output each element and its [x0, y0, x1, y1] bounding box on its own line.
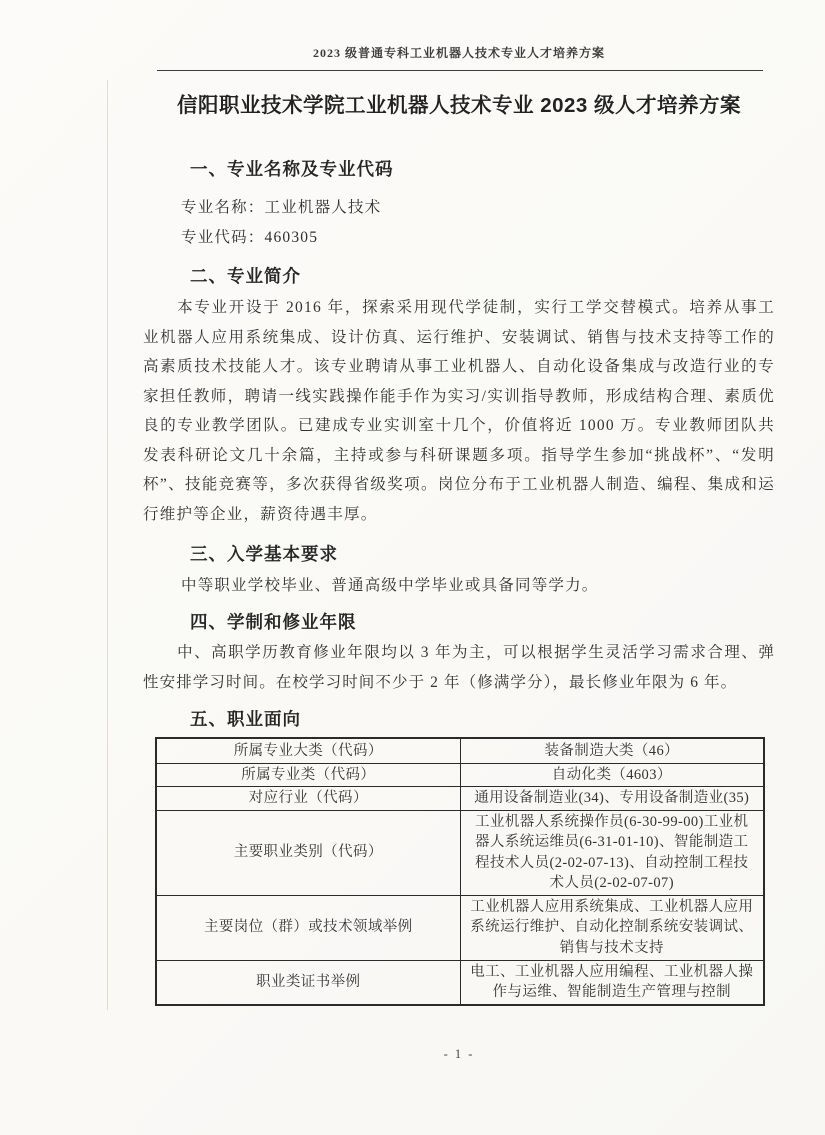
table-row [156, 763, 764, 787]
header-rule [157, 70, 763, 71]
table-row [156, 738, 764, 763]
running-header: 2023 级普通专科工业机器人技术专业人才培养方案 [312, 46, 605, 60]
table-value-cell: 工业机器人应用系统集成、工业机器人应用系统运行维护、自动化控制系统安装调试、销售与技术支持 [460, 895, 764, 960]
section-4-heading: 四、学制和修业年限 [190, 612, 357, 632]
table-value-cell: 电工、工业机器人应用编程、工业机器人操作与运维、智能制造生产管理与控制 [460, 960, 764, 1005]
table-row [156, 895, 764, 960]
table-row [156, 787, 764, 811]
major-name-line: 专业名称：工业机器人技术 [181, 199, 382, 216]
table-label-cell: 对应行业（代码） [156, 787, 460, 811]
page-title: 信阳职业技术学院工业机器人技术专业 2023 级人才培养方案 [177, 94, 741, 117]
career-orientation-table [155, 737, 765, 1006]
table-value-cell: 通用设备制造业(34)、专用设备制造业(35) [460, 787, 764, 811]
table-value-cell: 工业机器人系统操作员(6-30-99-00)工业机器人系统运维员(6-31-01-10)、智能制造工程技术人员(2-02-07-13)、自动控制工程技术人员(2-02-07-07) [460, 810, 764, 895]
major-intro-paragraph: 本专业开设于 2016 年，探索采用现代学徒制，实行工学交替模式。培养从事工业机器人应用系统集成、设计仿真、运行维护、安装调试、销售与技术支持等工作的高素质技术技能人才。该专业聘请从事工业机器人、自动化设备集成与改造行业的专家担任教师，聘请一线实践操作能手作为实习/实训指导教师，形成结构合理、素质优良的专业教学团队。已建成专业实训室十几个，价值将近 1000 万。专业教师团队共发表科研论文几十余篇，主持或参与科研课题多项。指导学生参加“挑战杯”、“发明杯”、技能竞赛等，多次获得省级奖项。岗位分布于工业机器人制造、编程、集成和运行维护等企业，薪资待遇丰厚。 [143, 299, 775, 523]
table-label-cell: 所属专业类（代码） [156, 763, 460, 787]
section-2-heading: 二、专业简介 [190, 266, 301, 286]
section-1-heading: 一、专业名称及专业代码 [190, 159, 394, 179]
table-value-cell: 自动化类（4603） [460, 763, 764, 787]
page-number: - 1 - [443, 1047, 475, 1061]
table-label-cell: 职业类证书举例 [156, 960, 460, 1005]
table-value-cell: 装备制造大类（46） [460, 738, 764, 763]
table-label-cell: 主要职业类别（代码） [156, 810, 460, 895]
major-code-line: 专业代码：460305 [181, 229, 319, 246]
table-label-cell: 所属专业大类（代码） [156, 738, 460, 763]
table-row [156, 810, 764, 895]
table-label-cell: 主要岗位（群）或技术领域举例 [156, 895, 460, 960]
entry-requirement-line: 中等职业学校毕业、普通高级中学毕业或具备同等学力。 [181, 577, 599, 594]
table-row [156, 960, 764, 1005]
study-duration-paragraph: 中、高职学历教育修业年限均以 3 年为主，可以根据学生灵活学习需求合理、弹性安排学习时间。在校学习时间不少于 2 年（修满学分），最长修业年限为 6 年。 [143, 644, 775, 691]
section-3-heading: 三、入学基本要求 [190, 544, 338, 564]
section-5-heading: 五、职业面向 [190, 709, 301, 729]
